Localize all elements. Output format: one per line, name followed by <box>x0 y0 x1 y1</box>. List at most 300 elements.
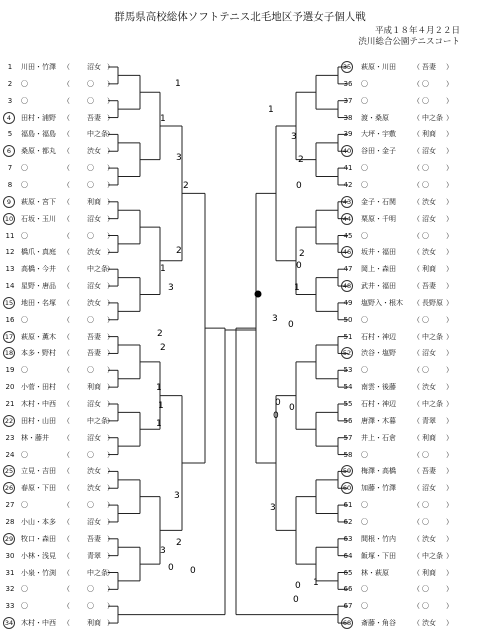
entry-school: 吾妻 <box>422 282 436 291</box>
open-paren: （ <box>413 501 420 510</box>
entry-school: 利商 <box>422 568 436 577</box>
entry-pair: 石坂・玉川 <box>21 214 56 223</box>
entry-number: 22 <box>4 416 14 425</box>
close-paren: ） <box>107 433 114 442</box>
entry-school: 沼女 <box>422 147 436 156</box>
entry-number: 63 <box>343 534 353 543</box>
entry-pair: 〇 <box>21 602 28 611</box>
entry-school: 〇 <box>422 315 429 324</box>
open-paren: （ <box>413 602 420 611</box>
close-paren: ） <box>107 349 114 358</box>
entry-number: 10 <box>4 214 14 223</box>
entry-school: 利商 <box>87 197 101 206</box>
close-paren: ） <box>446 231 453 240</box>
entry-school: 〇 <box>87 79 94 88</box>
open-paren: （ <box>413 551 420 560</box>
entry-school: 吾妻 <box>87 349 101 358</box>
match-venue: 渋川総合公園テニスコート <box>358 37 460 47</box>
entry-number: 2 <box>7 79 13 88</box>
entry-school: 〇 <box>87 450 94 459</box>
entry-number: 9 <box>3 196 15 208</box>
entry-school: 中之条 <box>87 130 108 139</box>
close-paren: ） <box>107 130 114 139</box>
close-paren: ） <box>446 534 453 543</box>
open-paren: （ <box>413 197 420 206</box>
open-paren: （ <box>413 433 420 442</box>
entry-pair: 谷田・金子 <box>361 147 396 156</box>
entry-pair: 渋谷・塩野 <box>361 349 396 358</box>
entry-pair: 塩野入・根木 <box>361 298 403 307</box>
close-paren: ） <box>107 197 114 206</box>
close-paren: ） <box>107 467 114 476</box>
entry-school: 利商 <box>422 265 436 274</box>
entry-number: 13 <box>5 265 15 274</box>
open-paren: （ <box>413 248 420 257</box>
open-paren: （ <box>413 214 420 223</box>
entry-pair: 高橋・今井 <box>21 265 56 274</box>
entry-number: 49 <box>343 298 353 307</box>
score-mark: 1 <box>175 79 181 89</box>
entry-number: 16 <box>5 315 15 324</box>
score-mark: 0 <box>296 261 302 271</box>
entry-school: 吾妻 <box>422 63 436 71</box>
open-paren: （ <box>63 248 70 257</box>
open-paren: （ <box>63 332 70 341</box>
score-mark: 3 <box>160 546 166 556</box>
open-paren: （ <box>63 551 70 560</box>
entry-number: 52 <box>342 349 352 358</box>
entry-pair: 木村・中西 <box>21 400 56 408</box>
entry-number: 7 <box>7 164 13 173</box>
entry-pair: 加藤・竹澤 <box>361 484 396 493</box>
entry-school: 沼女 <box>422 214 436 223</box>
close-paren: ） <box>446 517 453 526</box>
entry-school: 中之条 <box>422 332 443 341</box>
entry-number: 67 <box>343 602 353 611</box>
close-paren: ） <box>107 164 114 173</box>
close-paren: ） <box>107 568 114 577</box>
entry-number: 5 <box>7 130 13 139</box>
entry-pair: 川田・竹澤 <box>21 63 56 71</box>
entry-school: 渋女 <box>87 248 101 257</box>
entry-school: 中之条 <box>422 400 443 408</box>
close-paren: ） <box>446 602 453 611</box>
score-mark: 1 <box>156 383 162 393</box>
entry-number: 15 <box>4 298 14 307</box>
entry-number: 30 <box>5 551 15 560</box>
score-mark: 3 <box>174 491 180 501</box>
score-mark: 0 <box>296 181 302 191</box>
entry-number: 18 <box>4 349 14 358</box>
entry-number: 31 <box>5 568 15 577</box>
score-mark: 2 <box>298 155 304 165</box>
score-mark: 2 <box>160 343 166 353</box>
entry-number: 51 <box>343 332 353 341</box>
score-mark: 2 <box>157 329 163 339</box>
close-paren: ） <box>107 214 114 223</box>
score-mark: 1 <box>158 401 164 411</box>
close-paren: ） <box>446 585 453 594</box>
close-paren: ） <box>446 568 453 577</box>
open-paren: （ <box>63 63 70 71</box>
close-paren: ） <box>446 180 453 189</box>
entry-number: 59 <box>342 467 352 476</box>
entry-pair: 〇 <box>21 501 28 510</box>
entry-school: 〇 <box>422 231 429 240</box>
entry-school: 青翠 <box>422 416 436 425</box>
entry-pair: 星野・唐品 <box>21 282 56 291</box>
close-paren: ） <box>446 164 453 173</box>
entry-pair: 小林・浅見 <box>21 551 56 560</box>
entry-pair: 間根・竹内 <box>361 534 396 543</box>
open-paren: （ <box>413 315 420 324</box>
close-paren: ） <box>107 63 114 71</box>
entry-number: 35 <box>342 63 352 71</box>
entry-pair: 萩原・宮下 <box>21 197 56 206</box>
open-paren: （ <box>63 568 70 577</box>
entry-pair: 〇 <box>361 180 368 189</box>
entry-number: 64 <box>343 551 353 560</box>
open-paren: （ <box>413 332 420 341</box>
close-paren: ） <box>107 332 114 341</box>
close-paren: ） <box>446 265 453 274</box>
open-paren: （ <box>413 534 420 543</box>
open-paren: （ <box>63 130 70 139</box>
score-mark: 2 <box>299 249 305 259</box>
open-paren: （ <box>413 467 420 476</box>
entry-school: 〇 <box>422 450 429 459</box>
score-mark: 0 <box>295 581 301 591</box>
entry-school: 渋女 <box>422 383 436 392</box>
entry-pair: 〇 <box>361 585 368 594</box>
entry-school: 吾妻 <box>87 534 101 543</box>
entry-pair: 春原・下田 <box>21 484 56 493</box>
open-paren: （ <box>413 416 420 425</box>
entry-pair: 〇 <box>21 96 28 105</box>
close-paren: ） <box>107 79 114 88</box>
entry-pair: 唐澤・木暮 <box>361 416 396 425</box>
entry-school: 沼女 <box>422 484 436 493</box>
entry-pair: 〇 <box>361 79 368 88</box>
entry-pair: 坂井・福田 <box>361 248 396 257</box>
close-paren: ） <box>446 349 453 358</box>
open-paren: （ <box>413 298 420 307</box>
entry-pair: 〇 <box>21 79 28 88</box>
close-paren: ） <box>446 383 453 392</box>
open-paren: （ <box>63 282 70 291</box>
score-mark: 0 <box>168 563 174 573</box>
open-paren: （ <box>63 349 70 358</box>
entry-pair: 金子・石関 <box>361 197 396 206</box>
entry-pair: 栗原・千明 <box>361 214 396 223</box>
open-paren: （ <box>63 96 70 105</box>
close-paren: ） <box>446 416 453 425</box>
entry-number: 60 <box>342 484 352 493</box>
entry-pair: 〇 <box>361 231 368 240</box>
close-paren: ） <box>107 366 114 375</box>
entry-pair: 〇 <box>21 180 28 189</box>
entry-number: 57 <box>343 433 353 442</box>
score-mark: 0 <box>289 403 295 413</box>
entry-number: 68 <box>342 619 352 628</box>
close-paren: ） <box>107 585 114 594</box>
entry-school: 吾妻 <box>87 332 101 341</box>
close-paren: ） <box>446 332 453 341</box>
entry-pair: 橋爪・真庭 <box>21 248 56 257</box>
close-paren: ） <box>107 450 114 459</box>
entry-pair: 南雲・後藤 <box>361 383 396 392</box>
entry-number: 29 <box>4 534 14 543</box>
entry-pair: 〇 <box>21 450 28 459</box>
open-paren: （ <box>413 63 420 71</box>
open-paren: （ <box>63 416 70 425</box>
entry-pair: 〇 <box>21 164 28 173</box>
entry-school: 渋女 <box>87 147 101 156</box>
entry-number: 21 <box>5 400 15 408</box>
open-paren: （ <box>413 450 420 459</box>
close-paren: ） <box>107 248 114 257</box>
score-mark: 1 <box>313 578 319 588</box>
entry-pair: 〇 <box>361 366 368 375</box>
entry-pair: 大坪・宇敷 <box>361 130 396 139</box>
open-paren: （ <box>63 214 70 223</box>
close-paren: ） <box>446 501 453 510</box>
entry-school: 〇 <box>87 164 94 173</box>
entry-school: 〇 <box>87 315 94 324</box>
score-mark: 3 <box>270 503 276 513</box>
entry-number: 3 <box>7 96 13 105</box>
open-paren: （ <box>413 164 420 173</box>
entry-pair: 萩原・薫木 <box>21 332 56 341</box>
entry-school: 〇 <box>422 602 429 611</box>
entry-number: 6 <box>3 145 15 157</box>
close-paren: ） <box>446 298 453 307</box>
entry-number: 46 <box>342 248 352 257</box>
close-paren: ） <box>107 315 114 324</box>
score-mark: 0 <box>273 411 279 421</box>
open-paren: （ <box>63 231 70 240</box>
close-paren: ） <box>446 96 453 105</box>
open-paren: （ <box>63 534 70 543</box>
entry-number: 23 <box>5 433 15 442</box>
open-paren: （ <box>63 467 70 476</box>
entry-number: 43 <box>342 197 352 206</box>
entry-school: 利商 <box>87 383 101 392</box>
entry-number: 28 <box>5 517 15 526</box>
close-paren: ） <box>446 450 453 459</box>
entry-pair: 萩原・川田 <box>361 63 396 71</box>
entry-number: 58 <box>343 450 353 459</box>
open-paren: （ <box>413 265 420 274</box>
entry-school: 中之条 <box>422 113 443 122</box>
close-paren: ） <box>107 298 114 307</box>
entry-number: 11 <box>5 231 15 240</box>
score-mark: 1 <box>160 264 166 274</box>
open-paren: （ <box>63 501 70 510</box>
entry-number: 26 <box>4 484 14 493</box>
entry-school: 中之条 <box>422 551 443 560</box>
score-mark: 1 <box>160 114 166 124</box>
entry-number: 41 <box>343 164 353 173</box>
score-mark: 2 <box>183 181 189 191</box>
open-paren: （ <box>63 366 70 375</box>
entry-school: 渋女 <box>422 248 436 257</box>
entry-number: 19 <box>5 366 15 375</box>
entry-number: 40 <box>342 147 352 156</box>
close-paren: ） <box>446 467 453 476</box>
close-paren: ） <box>446 366 453 375</box>
entry-number: 20 <box>5 383 15 392</box>
close-paren: ） <box>107 517 114 526</box>
entry-school: 〇 <box>87 585 94 594</box>
entry-school: 沼女 <box>87 282 101 291</box>
close-paren: ） <box>446 282 453 291</box>
entry-pair: 牧口・森田 <box>21 534 56 543</box>
open-paren: （ <box>63 400 70 408</box>
entry-pair: 木村・中西 <box>21 619 56 628</box>
entry-school: 中之条 <box>87 265 108 274</box>
entry-school: 中之条 <box>87 416 108 425</box>
entry-pair: 地田・名塚 <box>21 298 56 307</box>
entry-number: 62 <box>343 517 353 526</box>
open-paren: （ <box>413 113 420 122</box>
entry-number: 37 <box>343 96 353 105</box>
entry-school: 〇 <box>87 501 94 510</box>
entry-school: 〇 <box>422 164 429 173</box>
open-paren: （ <box>413 585 420 594</box>
close-paren: ） <box>107 383 114 392</box>
entry-school: 〇 <box>87 366 94 375</box>
entry-pair: 〇 <box>21 315 28 324</box>
entry-pair: 石村・神辺 <box>361 332 396 341</box>
entry-number: 24 <box>5 450 15 459</box>
open-paren: （ <box>413 517 420 526</box>
entry-pair: 石村・神辺 <box>361 400 396 408</box>
entry-school: 渋女 <box>87 484 101 493</box>
entry-number: 42 <box>343 180 353 189</box>
entry-school: 渋女 <box>422 619 436 628</box>
page-title: 群馬県高校総体ソフトテニス北毛地区予選女子個人戦 <box>114 11 366 23</box>
entry-number: 25 <box>4 467 14 476</box>
entry-number: 50 <box>343 315 353 324</box>
close-paren: ） <box>446 113 453 122</box>
entry-number: 54 <box>343 383 353 392</box>
entry-number: 27 <box>5 501 15 510</box>
open-paren: （ <box>63 265 70 274</box>
entry-pair: 〇 <box>361 164 368 173</box>
open-paren: （ <box>63 180 70 189</box>
entry-school: 沼女 <box>87 517 101 526</box>
close-paren: ） <box>446 214 453 223</box>
entry-number: 4 <box>3 112 15 124</box>
open-paren: （ <box>63 484 70 493</box>
entry-number: 38 <box>343 113 353 122</box>
score-mark: 1 <box>294 283 300 293</box>
entry-pair: 福島・福島 <box>21 130 56 139</box>
open-paren: （ <box>413 96 420 105</box>
entry-number: 8 <box>7 180 13 189</box>
close-paren: ） <box>107 282 114 291</box>
entry-number: 33 <box>5 602 15 611</box>
open-paren: （ <box>63 113 70 122</box>
entry-pair: 小菅・田村 <box>21 383 56 392</box>
open-paren: （ <box>413 231 420 240</box>
open-paren: （ <box>413 130 420 139</box>
open-paren: （ <box>63 517 70 526</box>
entry-school: 渋女 <box>87 298 101 307</box>
open-paren: （ <box>63 433 70 442</box>
score-mark: 1 <box>268 105 274 115</box>
entry-pair: 〇 <box>361 450 368 459</box>
entry-school: 〇 <box>422 585 429 594</box>
open-paren: （ <box>63 79 70 88</box>
close-paren: ） <box>107 501 114 510</box>
open-paren: （ <box>413 619 420 628</box>
entry-number: 48 <box>342 282 352 291</box>
entry-pair: 井上・石倉 <box>361 433 396 442</box>
open-paren: （ <box>413 484 420 493</box>
entry-school: 吾妻 <box>87 113 101 122</box>
entry-school: 〇 <box>422 366 429 375</box>
open-paren: （ <box>63 585 70 594</box>
close-paren: ） <box>446 400 453 408</box>
entry-pair: 〇 <box>21 231 28 240</box>
entry-number: 44 <box>342 214 352 223</box>
open-paren: （ <box>413 282 420 291</box>
score-mark: 3 <box>168 283 174 293</box>
entry-school: 吾妻 <box>422 467 436 476</box>
entry-number: 55 <box>343 400 353 408</box>
entry-pair: 梅澤・高橋 <box>361 467 396 476</box>
close-paren: ） <box>446 484 453 493</box>
score-mark: 0 <box>288 320 294 330</box>
close-paren: ） <box>107 180 114 189</box>
entry-number: 17 <box>4 332 14 341</box>
close-paren: ） <box>446 79 453 88</box>
score-mark: 3 <box>176 153 182 163</box>
entry-pair: 本多・野村 <box>21 349 56 358</box>
score-mark: 0 <box>190 566 196 576</box>
entry-school: 〇 <box>422 79 429 88</box>
open-paren: （ <box>63 147 70 156</box>
open-paren: （ <box>63 197 70 206</box>
entry-number: 65 <box>343 568 353 577</box>
entry-number: 45 <box>343 231 353 240</box>
entry-school: 沼女 <box>87 63 101 71</box>
open-paren: （ <box>63 298 70 307</box>
entry-pair: 〇 <box>361 602 368 611</box>
entry-school: 沼女 <box>87 433 101 442</box>
close-paren: ） <box>107 400 114 408</box>
entry-school: 〇 <box>87 231 94 240</box>
entry-pair: 飯塚・下田 <box>361 551 396 560</box>
open-paren: （ <box>413 147 420 156</box>
entry-pair: 渡・桑原 <box>361 113 389 122</box>
entry-number: 36 <box>343 79 353 88</box>
close-paren: ） <box>107 534 114 543</box>
open-paren: （ <box>413 568 420 577</box>
close-paren: ） <box>446 619 453 628</box>
entry-school: 〇 <box>422 180 429 189</box>
entry-pair: 〇 <box>361 96 368 105</box>
open-paren: （ <box>63 602 70 611</box>
entry-pair: 斎藤・角谷 <box>361 619 396 628</box>
entry-pair: 田村・山田 <box>21 416 56 425</box>
close-paren: ） <box>107 231 114 240</box>
entry-pair: 田村・浦野 <box>21 113 56 122</box>
entry-school: 渋女 <box>87 467 101 476</box>
entry-pair: 林・藤井 <box>21 433 49 442</box>
